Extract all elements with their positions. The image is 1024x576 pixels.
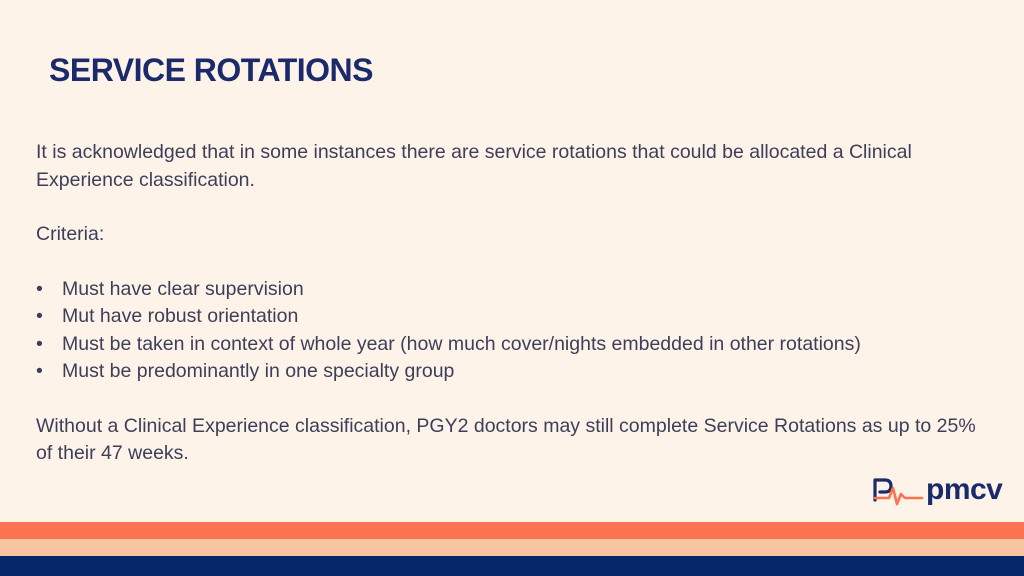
slide-title: SERVICE ROTATIONS: [49, 52, 373, 88]
heartbeat-logo-icon: [872, 474, 924, 506]
criteria-item: • Must have clear supervision: [36, 276, 996, 304]
logo-wordmark: pmcv: [926, 473, 1003, 506]
pmcv-logo: [872, 472, 1012, 508]
footer-band-navy: [0, 556, 1024, 576]
intro-paragraph: It is acknowledged that in some instances there are service rotations that could be allocated a Clinical Experience classification.: [36, 141, 912, 191]
criteria-item: • Mut have robust orientation: [36, 303, 996, 331]
slide-body: [36, 139, 996, 468]
criteria-item: • Must be taken in context of whole year (how much cover/nights embedded in other rotations): [36, 331, 996, 359]
criteria-list: [36, 276, 996, 386]
closing-paragraph: Without a Clinical Experience classification, PGY2 doctors may still complete Service Rotations as up to 25% of their 47 weeks.: [36, 414, 976, 464]
footer-band-coral: [0, 522, 1024, 539]
criteria-label: Criteria:: [36, 223, 105, 245]
footer-band-peach: [0, 539, 1024, 556]
criteria-item: • Must be predominantly in one specialty group: [36, 358, 996, 386]
